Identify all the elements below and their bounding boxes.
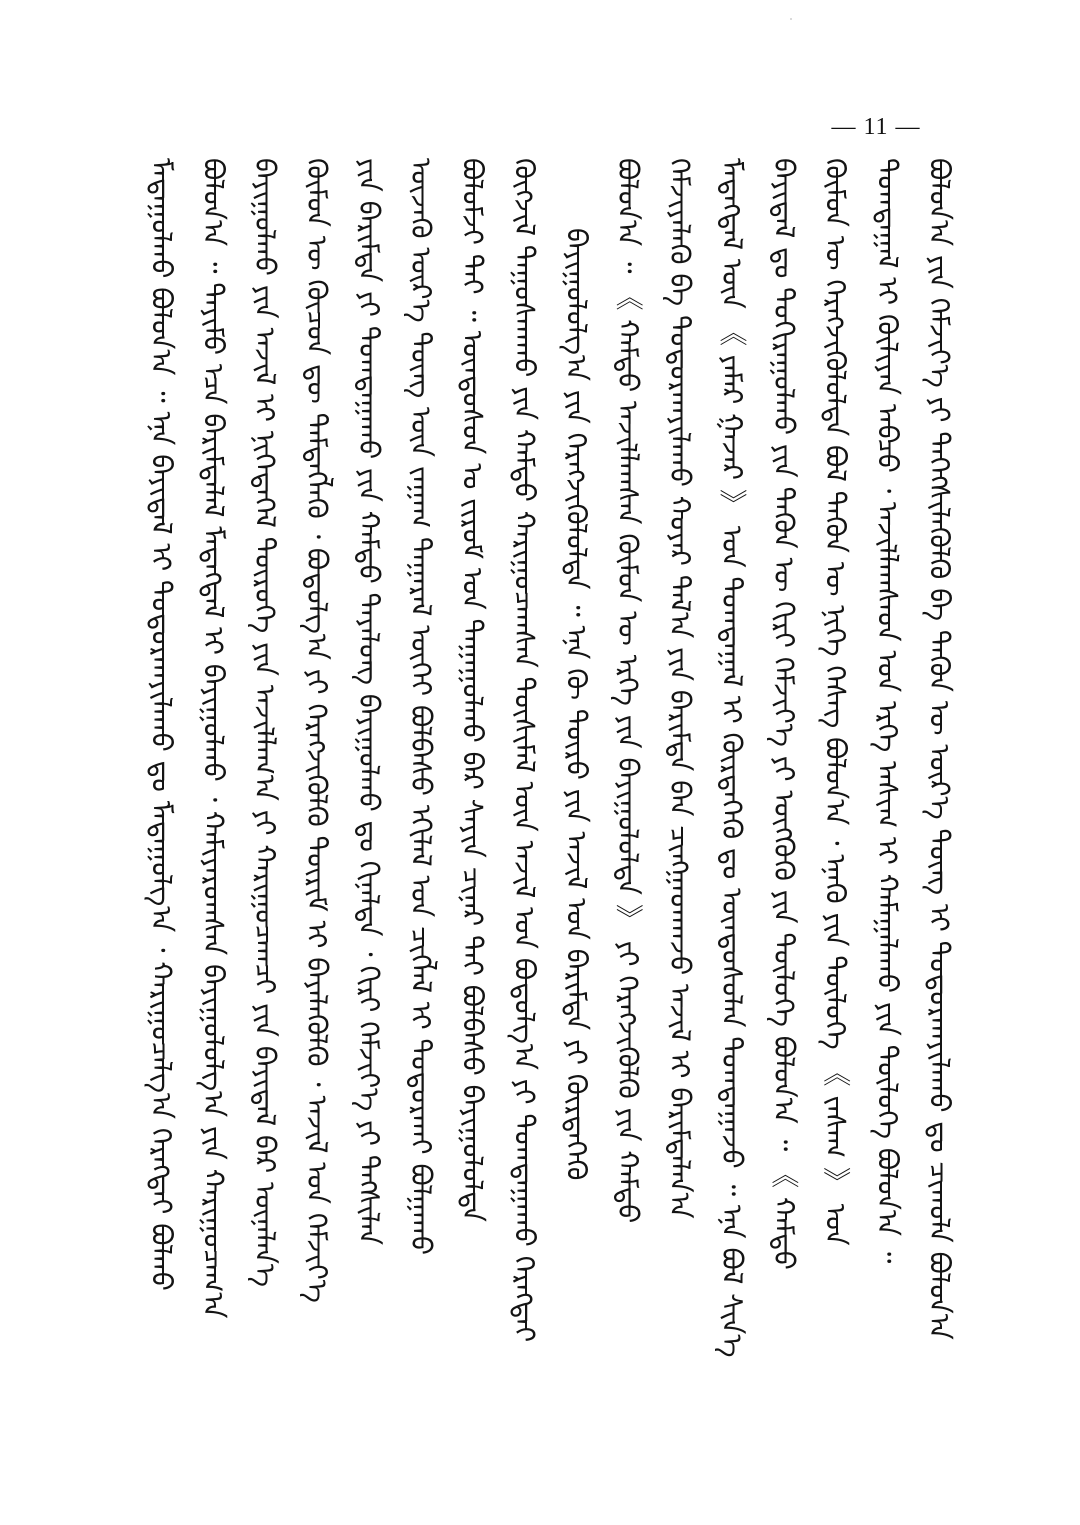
text-column-16: ᠪᠣᠯᠤᠨ᠎ᠠ ᠶᠢᠨ ᠬᠡᠮᠵᠢᠶ᠎ᠡ ᠶᠢ ᠳᠡᠭᠡᠭᠰᠢᠯᠡᠭᠦᠯᠬᠦ ᠪᠠ ᠲᠡᠭᠦᠨ ᠦ ᠦᠷ᠎ᠡ ᠳᠦᠩ ᠢ ᠲᠣᠳᠣᠷᠬᠠᠶᠢᠯᠠᠬᠤ ᠳᠤ ᠴᠢᠬᠤᠯᠠ ᠪᠣᠯᠤᠨ᠎ᠠ [922,158,956,1340]
scan-speck [790,18,792,20]
text-column-1: ᠮᠠᠳᠠᠭᠤᠯᠬᠤ ᠪᠣᠯᠤᠨ᠎ᠠ ᠃ ᠡᠨᠡ ᠪᠠᠶᠢᠳᠠᠯ ᠢ ᠲᠣᠳᠣᠷᠬᠠᠶᠢᠯᠠᠬᠤ ᠳᠤ ᠮᠠᠳᠠᠭᠤᠯᠭ᠎ᠠ ᠂ ᠬᠠᠷᠢᠭᠤᠴᠠᠯᠭ᠎ᠠ ᠬᠡᠷᠡᠭᠲᠡᠢ ᠪᠣᠯᠬᠤ [145,158,178,1291]
text-column-14: ᠬᠦᠮᠦᠨ ᠦ ᠬᠡᠷᠡᠭᠵᠢᠭᠦᠯᠦᠯᠲᠡ ᠪᠣᠯ ᠲᠡᠭᠦᠨ ᠦ ᠨᠢᠭᠡ ᠬᠡᠰᠡᠭ ᠪᠣᠯᠤᠨ᠎ᠠ ᠂ ᠡᠨᠡᠬᠦ ᠶᠢᠨ ᠲᠦᠯᠦᠭᠡ 《 ᠵᠠᠰᠠᠭ 》 ᠤᠨ [819,158,853,1246]
text-column-2: ᠪᠣᠯᠤᠨ᠎ᠠ ᠃ ᠲᠡᠶᠢᠮᠦ ᠡᠴᠡ ᠪᠠᠷᠢᠮᠲᠠᠯᠠᠯ ᠮᠡᠳᠡᠭᠳᠡᠯ ᠢ ᠪᠠᠶᠢᠭᠤᠯᠬᠤ ᠂ ᠬᠠᠮᠢᠶᠠᠷᠤᠭᠰᠠᠨ ᠪᠠᠶᠢᠭᠤᠯᠤᠯᠭ᠎ᠠ ᠶᠢᠨ ᠬᠠᠷᠢᠭᠤᠴᠠᠭ᠎ᠠ [196,158,230,1319]
text-column-9-paragraph-start: ᠪᠠᠶᠢᠭᠤᠯᠤᠯᠭ᠎ᠠ ᠶᠢᠨ ᠬᠡᠷᠡᠭᠵᠢᠭᠦᠯᠦᠯᠲᠡ ᠃ ᠡᠨᠡ ᠬᠦ ᠲᠦᠷᠦ ᠶᠢᠨ ᠠᠵᠢᠯ ᠤᠨ ᠪᠠᠷᠢᠮᠲᠠ ᠶᠢ ᠬᠦᠷᠲᠡᠭᠡᠬᠦ [559,228,593,1181]
text-column-10: ᠪᠣᠯᠤᠨ᠎ᠠ ᠃ 《 ᠬᠠᠮᠲᠤ ᠠᠵᠢᠯᠯᠠᠭᠰᠠᠨ ᠬᠦᠮᠦᠨ ᠦ ᠡᠷᠬᠡ ᠶᠢᠨ ᠪᠠᠶᠢᠭᠤᠯᠤᠯᠲᠠ 》 ᠶᠢ ᠬᠡᠷᠡᠭᠵᠢᠭᠦᠯᠬᠦ ᠶᠢᠨ ᠬᠠᠮᠲᠤ [611,158,645,1224]
text-column-12: ᠮᠡᠳᠡᠭᠳᠡᠯ ᠦᠨ 《 ᠶᠠᠮᠠᠷ ᠭᠠᠵᠠᠷ 》 ᠤᠨ ᠲᠣᠭᠲᠠᠭᠠᠯ ᠢ ᠬᠦᠷᠲᠡᠭᠡᠬᠦ ᠳᠤ ᠦᠨᠳᠦᠰᠦᠯᠡᠨ ᠲᠣᠭᠲᠠᠭᠠᠵᠤ ᠃ ᠡᠨᠡ ᠪᠣᠯ ᠰᠢᠨ᠎ᠡ [715,158,749,1358]
vertical-text-block [140,158,960,1380]
text-column-7: ᠪᠣᠯᠣᠮᠵᠢ ᠲᠠᠢ ᠃ ᠦᠨᠳᠦᠰᠦᠨ ᠤ ᠵᠢᠷᠤᠮ ᠤᠨ ᠳᠠᠭᠠᠭᠤᠯᠬᠤ ᠪᠠᠷ ᠰᠠᠶᠢᠨ ᠴᠢᠨᠠᠷ ᠲᠠᠶ ᠪᠣᠯᠪᠠᠰᠤ ᠪᠠᠶᠢᠭᠤᠯᠤᠯᠲᠠ [456,158,490,1223]
text-column-5: ᠶᠢᠨ ᠪᠠᠷᠢᠮᠲᠠ ᠶᠢ ᠲᠣᠭᠲᠠᠭᠠᠬᠤ ᠶᠢᠨ ᠬᠠᠮᠲᠤ ᠲᠠᠶᠠᠯᠤᠩ ᠪᠠᠶᠢᠭᠤᠯᠬᠤ ᠳᠤ ᠬᠢᠨᠠᠯᠲᠠ ᠂ ᠬᠢᠷᠢ ᠬᠡᠮᠵᠢᠶ᠎ᠡ ᠶᠢ ᠲᠡᠭᠰᠢᠯᠡᠨ [352,158,386,1246]
text-column-3: ᠪᠠᠶᠢᠭᠤᠯᠬᠤ ᠶᠢᠨ ᠠᠵᠢᠯ ᠢ ᠨᠢᠭᠡᠳᠡᠭᠡᠯ ᠲᠦᠷᠦᠬᠡ ᠶᠢᠨ ᠠᠵᠢᠯᠯᠠᠭ᠎ᠠ ᠶᠢ ᠬᠠᠷᠢᠭᠤᠴᠠᠭᠴᠢ ᠶᠢᠨ ᠪᠠᠶᠢᠳᠠᠯ ᠪᠠᠷ ᠦᠨᠡᠯᠡᠨ᠎ᠡ [248,158,282,1288]
text-column-13: ᠪᠠᠶᠢᠳᠠᠯ ᠳᠤ ᠲᠣᠬᠢᠷᠠᠭᠤᠯᠬᠤ ᠶᠢᠨ ᠲᠡᠭᠦᠨ ᠦ ᠬᠢᠷᠢ ᠬᠡᠮᠵᠢᠶ᠎ᠡ ᠶᠢ ᠦᠭᠭᠦᠬᠦ ᠶᠢᠨ ᠲᠦᠯᠦᠭᠡ ᠪᠣᠯᠤᠨ᠎ᠠ ᠃ 《 ᠬᠠᠮᠲᠤ [767,158,801,1270]
text-column-15: ᠲᠣᠭᠲᠠᠭᠠᠯ ᠢ ᠬᠦᠯᠢᠶᠡᠨ ᠠᠪᠴᠤ ᠂ ᠠᠵᠢᠯᠯᠠᠭᠰᠠᠳ ᠤᠨ ᠡᠷᠬᠡ ᠠᠰᠢᠭ ᠢ ᠬᠠᠮᠠᠭᠠᠯᠠᠬᠤ ᠶᠢᠨ ᠲᠦᠯᠦᠭᠡ ᠪᠣᠯᠤᠨ᠎ᠠ ᠃ [871,158,905,1264]
page-number: — 11 — [831,113,921,140]
text-column-4: ᠬᠦᠮᠦᠨ ᠦ ᠬᠦᠴᠦᠨ ᠳᠦ ᠲᠡᠮᠳᠡᠭᠯᠡᠬᠦ ᠂ ᠪᠣᠳᠣᠯᠭ᠎ᠠ ᠶᠢ ᠬᠡᠷᠡᠭᠵᠢᠭᠦᠯᠬᠦ ᠳᠦᠷᠢᠮ ᠢ ᠪᠡᠶᠡᠯᠡᠭᠦᠯᠬᠦ ᠂ ᠠᠵᠢᠯ ᠤᠨ ᠬᠡᠮᠵᠢᠶ᠎ᠡ [300,158,334,1303]
text-column-6: ᠦᠵᠡᠬᠦ ᠦᠷ᠎ᠡ ᠳᠦᠩ ᠦᠨ ᠵᠠᠭᠠᠭ ᠲᠠᠭᠠᠷᠠᠯ ᠦᠭᠡᠢ ᠪᠣᠯᠪᠠᠰᠤ ᠡᠬᠢᠯᠡᠯ ᠤᠨ ᠴᠢᠭᠯᠡᠯ ᠢ ᠲᠣᠳᠣᠷᠬᠠᠢ ᠪᠣᠯᠭᠠᠬᠤ [404,158,438,1256]
text-column-8: ᠬᠦᠭᠵᠢᠯ ᠳᠠᠭᠤᠰᠬᠠᠬᠤ ᠶᠢᠨ ᠬᠠᠮᠲᠤ ᠬᠠᠷᠢᠭᠤᠴᠠᠭᠰᠠᠨ ᠲᠦᠰᠢᠮᠡᠯ ᠦᠨ ᠠᠵᠢᠯ ᠤᠨ ᠪᠣᠳᠣᠯᠭ᠎ᠠ ᠶᠢ ᠲᠣᠭᠲᠠᠭᠠᠬᠤ ᠬᠡᠷᠡᠭᠲᠡᠢ [508,158,542,1343]
text-column-11: ᠬᠡᠮᠵᠢᠶᠡᠯᠡᠬᠦ ᠪᠠ ᠲᠣᠳᠣᠷᠬᠠᠶᠢᠯᠠᠬᠤ ᠬᠣᠶᠠᠷ ᠲᠠᠯ᠎ᠠ ᠶᠢᠨ ᠪᠠᠷᠢᠮᠲᠠ ᠪᠠᠨ ᠴᠢᠩᠭᠠᠳᠬᠠᠵᠤ ᠠᠵᠢᠯ ᠢ ᠪᠠᠷᠢᠮᠲᠠᠯᠠᠨ᠎ᠠ [663,158,697,1219]
